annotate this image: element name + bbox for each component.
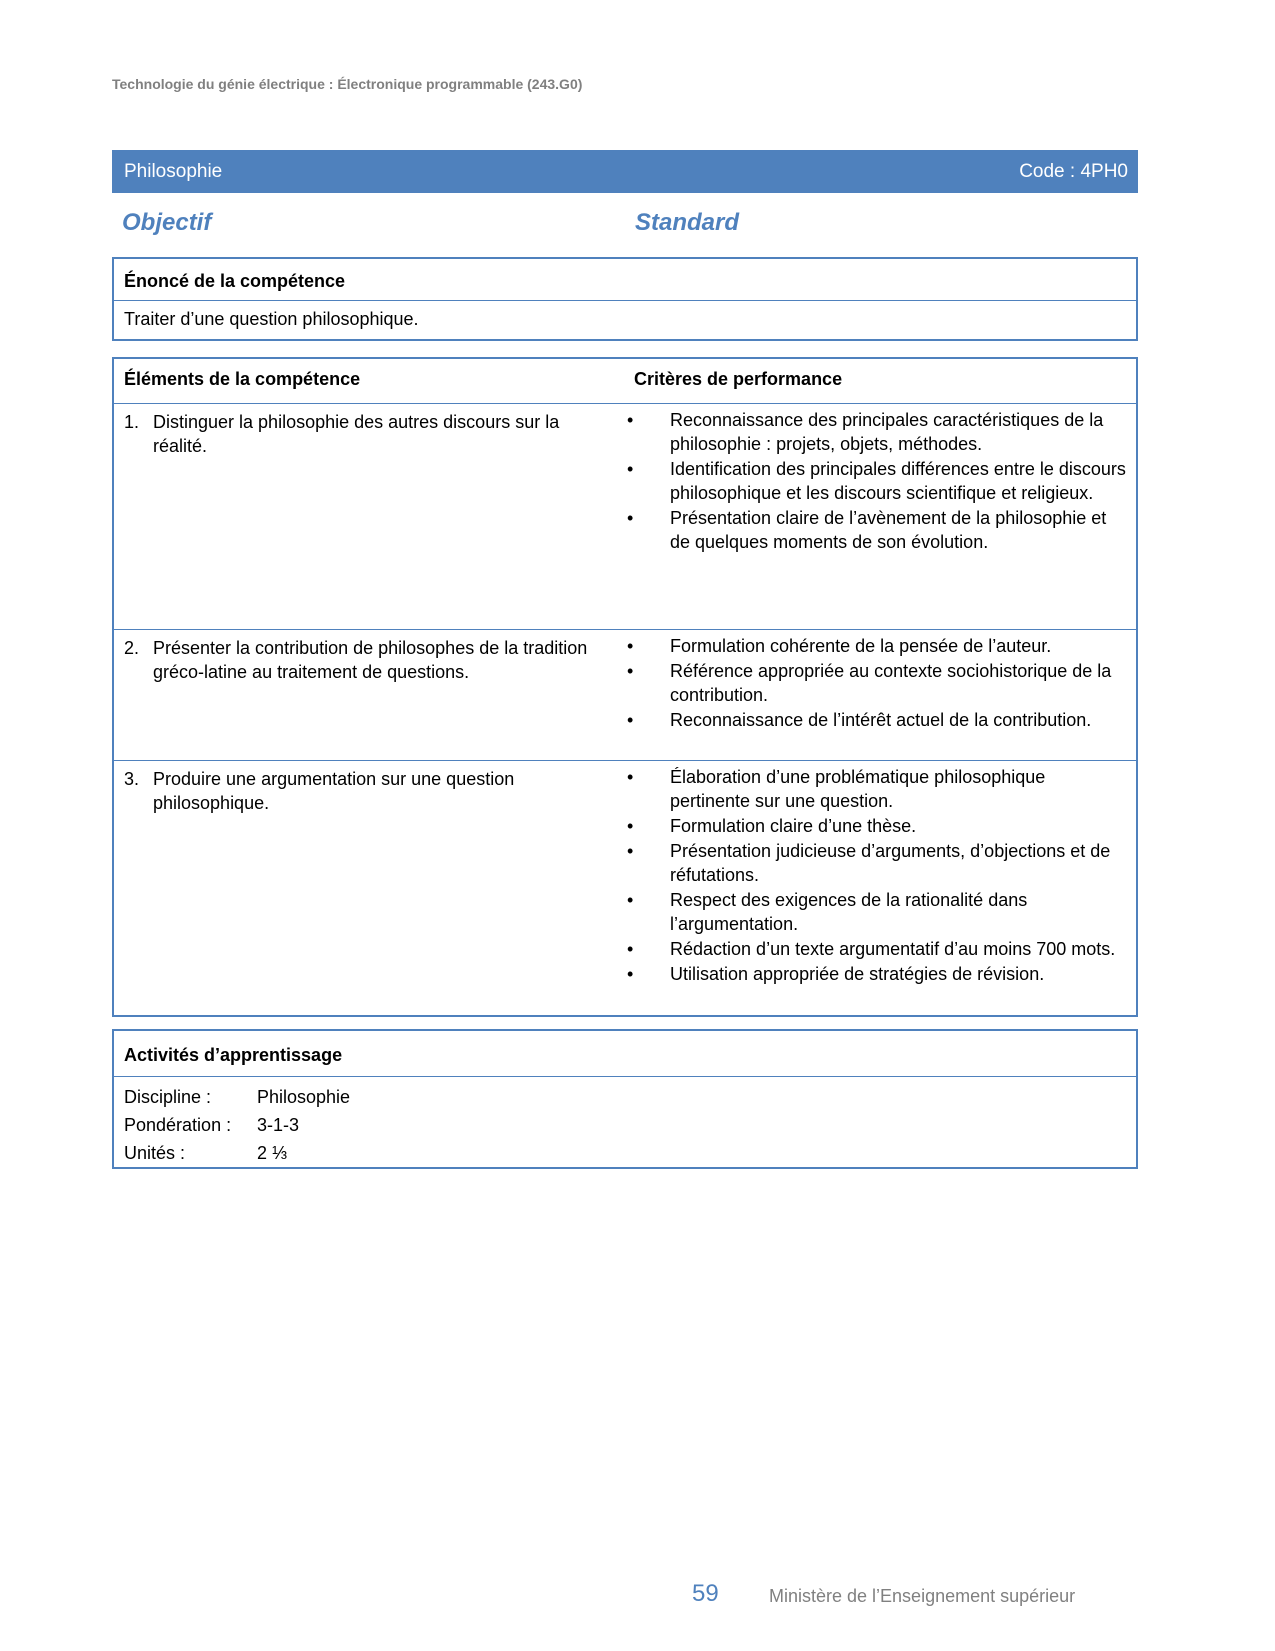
ministry-name: Ministère de l’Enseignement supérieur (769, 1586, 1076, 1606)
criterion-item (627, 765, 1127, 813)
competency-elements-table (112, 357, 1138, 1017)
criterion-item (627, 457, 1127, 505)
element-text: Distinguer la philosophie des autres discours sur la réalité. (153, 412, 560, 456)
criterion-item (627, 708, 1127, 732)
performance-criteria-list (627, 765, 1127, 987)
bullet-icon: • (627, 964, 634, 984)
competency-statement-panel (112, 257, 1138, 341)
activities-heading: Activités d’apprentissage (114, 1031, 1136, 1077)
criterion-item (627, 839, 1127, 887)
discipline-label: Discipline : (124, 1087, 212, 1107)
element-number: 2. (124, 638, 140, 658)
criterion-item (627, 888, 1127, 936)
competency-element (124, 410, 604, 458)
objective-heading: Objectif (122, 209, 212, 236)
criterion-item (627, 814, 1127, 838)
criterion-text: Respect des exigences de la rationalité dans l’argumentation. (670, 890, 1028, 934)
criterion-text: Présentation claire de l’avènement de la philosophie et de quelques moments de son évolution. (670, 508, 1107, 552)
performance-criteria-list (627, 408, 1127, 555)
bullet-icon: • (627, 710, 634, 730)
element-number: 1. (124, 412, 140, 432)
bullet-icon: • (627, 636, 634, 656)
criteria-column-heading: Critères de performance (634, 369, 843, 389)
bullet-icon: • (627, 661, 634, 681)
element-text: Présenter la contribution de philosophes de la tradition gréco-latine au traitement de questions. (153, 638, 588, 682)
criterion-text: Présentation judicieuse d’arguments, d’objections et de réfutations. (670, 841, 1111, 885)
table-row (114, 630, 1136, 761)
course-name: Philosophie (124, 161, 223, 182)
page-number: 59 (692, 1580, 719, 1607)
criterion-text: Formulation claire d’une thèse. (670, 816, 917, 836)
criterion-item (627, 634, 1127, 658)
table-header (114, 359, 1136, 404)
criterion-text: Élaboration d’une problématique philosophique pertinente sur une question. (670, 767, 1046, 811)
page-footer (692, 1580, 1076, 1608)
bullet-icon: • (627, 816, 634, 836)
activities-meta (114, 1077, 1136, 1167)
criterion-text: Reconnaissance de l’intérêt actuel de la contribution. (670, 710, 1092, 730)
competency-element (124, 767, 604, 815)
criterion-item (627, 408, 1127, 456)
bullet-icon: • (627, 890, 634, 910)
criterion-item (627, 506, 1127, 554)
units-label: Unités : (124, 1143, 186, 1163)
bullet-icon: • (627, 459, 634, 479)
course-code: Code : 4PH0 (1019, 161, 1128, 182)
criterion-text: Rédaction d’un texte argumentatif d’au moins 700 mots. (670, 939, 1116, 959)
learning-activities-panel (112, 1029, 1138, 1169)
criterion-text: Utilisation appropriée de stratégies de révision. (670, 964, 1045, 984)
running-header: Technologie du génie électrique : Électronique programmable (243.G0) (112, 76, 583, 92)
criterion-text: Formulation cohérente de la pensée de l’auteur. (670, 636, 1052, 656)
weighting-label: Pondération : (124, 1115, 232, 1135)
statement-text: Traiter d’une question philosophique. (124, 309, 419, 329)
criterion-item (627, 937, 1127, 961)
element-text: Produire une argumentation sur une question philosophique. (153, 769, 515, 813)
criterion-text: Identification des principales différences entre le discours philosophique et les discours scientifique et religieux. (670, 459, 1126, 503)
discipline-value: Philosophie (257, 1087, 351, 1107)
units-row (124, 1139, 1126, 1167)
element-number: 3. (124, 769, 140, 789)
criterion-text: Reconnaissance des principales caractéristiques de la philosophie : projets, objets, méthodes. (670, 410, 1104, 454)
table-row (114, 404, 1136, 630)
bullet-icon: • (627, 767, 634, 787)
table-row (114, 761, 1136, 1012)
bullet-icon: • (627, 508, 634, 528)
criterion-text: Référence appropriée au contexte sociohistorique de la contribution. (670, 661, 1112, 705)
statement-heading: Énoncé de la compétence (114, 259, 1136, 301)
elements-column-heading: Éléments de la compétence (124, 369, 361, 389)
competency-element (124, 636, 604, 684)
discipline-row (124, 1083, 1126, 1111)
performance-criteria-list (627, 634, 1127, 733)
criterion-item (627, 659, 1127, 707)
bullet-icon: • (627, 841, 634, 861)
course-title-bar (112, 150, 1138, 193)
criterion-item (627, 962, 1127, 986)
standard-heading: Standard (635, 209, 740, 236)
bullet-icon: • (627, 939, 634, 959)
units-value: 2 ⅓ (257, 1143, 288, 1163)
weighting-row (124, 1111, 1126, 1139)
bullet-icon: • (627, 410, 634, 430)
weighting-value: 3-1-3 (257, 1115, 300, 1135)
